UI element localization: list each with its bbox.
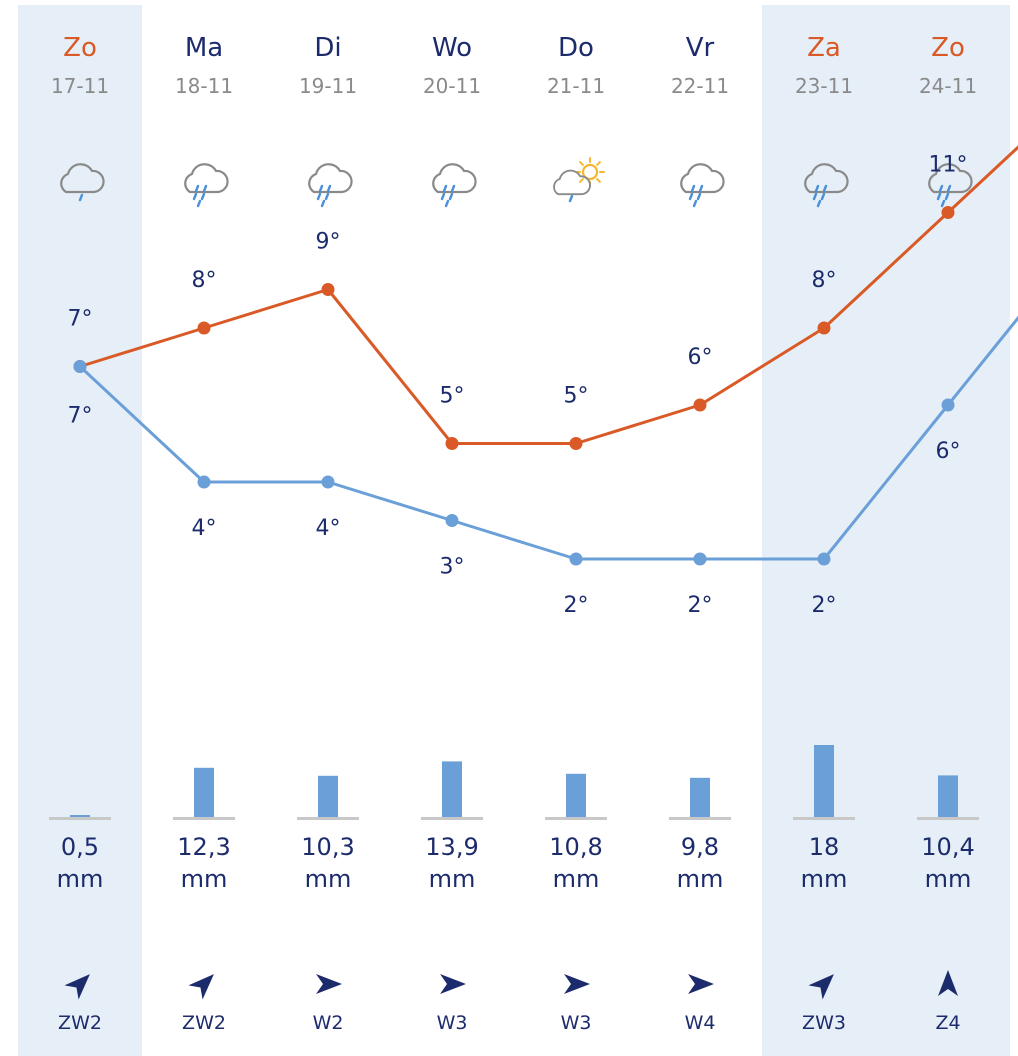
wind-label: Z4 (935, 1012, 961, 1034)
rain-drop (690, 194, 692, 199)
day-date: 17-11 (50, 74, 110, 98)
rain-drop (570, 196, 572, 201)
day-name: Wo (431, 33, 473, 63)
min-temp-label: 2° (811, 593, 837, 618)
wind-arrow-shape (688, 974, 714, 994)
precip-unit: mm (800, 865, 848, 893)
day-header (423, 33, 481, 98)
day-date: 20-11 (422, 74, 482, 98)
day-header (671, 33, 729, 98)
rain-drop (452, 186, 454, 191)
sun-ray (580, 179, 583, 182)
precip-unit: mm (428, 865, 476, 893)
rain-drop (318, 194, 320, 199)
point-min (818, 553, 831, 566)
precip-bar (814, 745, 834, 817)
wind-label: W3 (560, 1012, 592, 1034)
rain-drop (698, 194, 700, 199)
precip-baseline (793, 817, 855, 820)
weekend-bands (18, 5, 1010, 1056)
max-temp-label: 11° (928, 152, 968, 178)
precip-amount: 9,8 (680, 833, 720, 861)
precip-amount: 12,3 (177, 833, 231, 861)
wind-arrow-icon (316, 974, 342, 994)
min-temp-label: 7° (67, 403, 93, 429)
sun-ray (597, 179, 600, 182)
day-name: Za (807, 33, 841, 63)
sun-ray (580, 162, 583, 165)
max-temp-label: 9° (315, 229, 341, 255)
precip-unit: mm (304, 865, 352, 893)
max-temp-label: 5° (439, 383, 465, 409)
wind-label: ZW3 (802, 1012, 846, 1034)
wind-label: W2 (312, 1012, 344, 1034)
rain-drop (328, 186, 330, 191)
wind-label: ZW2 (58, 1012, 102, 1034)
day-date: 22-11 (670, 74, 730, 98)
point-max (818, 322, 831, 335)
precip-amount: 10,8 (549, 833, 603, 861)
rain-drop (194, 194, 196, 199)
wind-arrow-icon (188, 967, 221, 1000)
rain-drop (444, 186, 446, 191)
precip-unit: mm (552, 865, 600, 893)
precip-baseline (421, 817, 483, 820)
day-name: Di (314, 33, 342, 63)
wind-arrow-shape (564, 974, 590, 994)
point-min (446, 514, 459, 527)
rain-drop (204, 186, 206, 191)
precip-baseline (297, 817, 359, 820)
sun-ray (597, 162, 600, 165)
min-temp-label: 4° (191, 516, 217, 541)
precip-unit: mm (924, 865, 972, 893)
min-temp-label: 3° (439, 554, 465, 580)
day-name: Zo (63, 33, 97, 63)
rain-drop (446, 201, 448, 206)
day-date: 24-11 (918, 74, 978, 98)
wind-label: W4 (684, 1012, 716, 1034)
min-temp-label: 2° (687, 593, 713, 618)
cloud-sun-drizzle-icon (554, 158, 604, 201)
precip-unit: mm (676, 865, 724, 893)
point-min (322, 476, 335, 489)
precip-baseline (49, 817, 111, 820)
rain-drop (322, 201, 324, 206)
point-min (942, 399, 955, 412)
cloud-rain-icon (433, 164, 475, 206)
precip-baseline (173, 817, 235, 820)
point-min (694, 553, 707, 566)
rain-drop (442, 194, 444, 199)
day-header (175, 33, 233, 98)
min-temp-label: 6° (935, 439, 961, 464)
rain-drop (450, 194, 452, 199)
precip-amount: 18 (808, 833, 840, 861)
wind-arrow-icon (564, 974, 590, 994)
precip-bar (442, 761, 462, 817)
day-name: Ma (184, 33, 224, 63)
point-max (198, 322, 211, 335)
rain-drop (694, 201, 696, 206)
precip-baseline (669, 817, 731, 820)
max-temp-label: 7° (67, 306, 93, 332)
day-name: Vr (685, 33, 715, 63)
precip-amount: 13,9 (425, 833, 479, 861)
day-date: 19-11 (298, 74, 358, 98)
max-temp-label: 8° (811, 268, 837, 293)
point-max (570, 437, 583, 450)
wind-arrow-icon (440, 974, 466, 994)
wind-arrow-icon (688, 974, 714, 994)
precip-amount: 10,3 (301, 833, 355, 861)
day-name: Zo (931, 33, 965, 63)
precip-bar (690, 778, 710, 817)
point-max (694, 399, 707, 412)
rain-drop (196, 186, 198, 191)
max-temp-label: 8° (191, 268, 217, 293)
precip-bar (70, 815, 90, 817)
cloud-outline (554, 171, 590, 195)
max-temp-label: 5° (563, 383, 589, 409)
cloud-part (554, 171, 590, 195)
day-header (547, 33, 605, 98)
day-date: 18-11 (174, 74, 234, 98)
point-min (198, 476, 211, 489)
weekend-band (18, 5, 142, 1056)
precip-bar (938, 775, 958, 817)
precip-amount: 10,4 (921, 833, 975, 861)
precip-baseline (545, 817, 607, 820)
max-temp-label: 6° (687, 345, 713, 370)
day-name: Do (558, 33, 594, 63)
min-temp-label: 4° (315, 516, 341, 541)
wind-label: ZW2 (182, 1012, 226, 1034)
rain-drop (326, 194, 328, 199)
min-temp-label: 2° (563, 593, 589, 618)
precip-bar (566, 774, 586, 817)
weekend-band (762, 5, 886, 1056)
wind-label: W3 (436, 1012, 468, 1034)
cloud-rain-icon (185, 164, 227, 206)
precip-unit: mm (180, 865, 228, 893)
day-date: 23-11 (794, 74, 854, 98)
rain-drop (700, 186, 702, 191)
point-max (322, 283, 335, 296)
precip-bar (318, 776, 338, 817)
point-max (446, 437, 459, 450)
wind-arrow-shape (316, 974, 342, 994)
precip-amount: 0,5 (60, 833, 100, 861)
rain-drop (692, 186, 694, 191)
cloud-rain-icon (309, 164, 351, 206)
rain-drop (198, 201, 200, 206)
point-max (942, 206, 955, 219)
precip-unit: mm (56, 865, 104, 893)
point-min (570, 553, 583, 566)
wind-arrow-shape (440, 974, 466, 994)
precip-baseline (917, 817, 979, 820)
precip-bar (194, 768, 214, 817)
wind-arrow-shape (188, 967, 221, 1000)
rain-drop (202, 194, 204, 199)
day-header (299, 33, 357, 98)
cloud-rain-icon (681, 164, 723, 206)
day-date: 21-11 (546, 74, 606, 98)
point-min (74, 360, 87, 373)
rain-drop (320, 186, 322, 191)
